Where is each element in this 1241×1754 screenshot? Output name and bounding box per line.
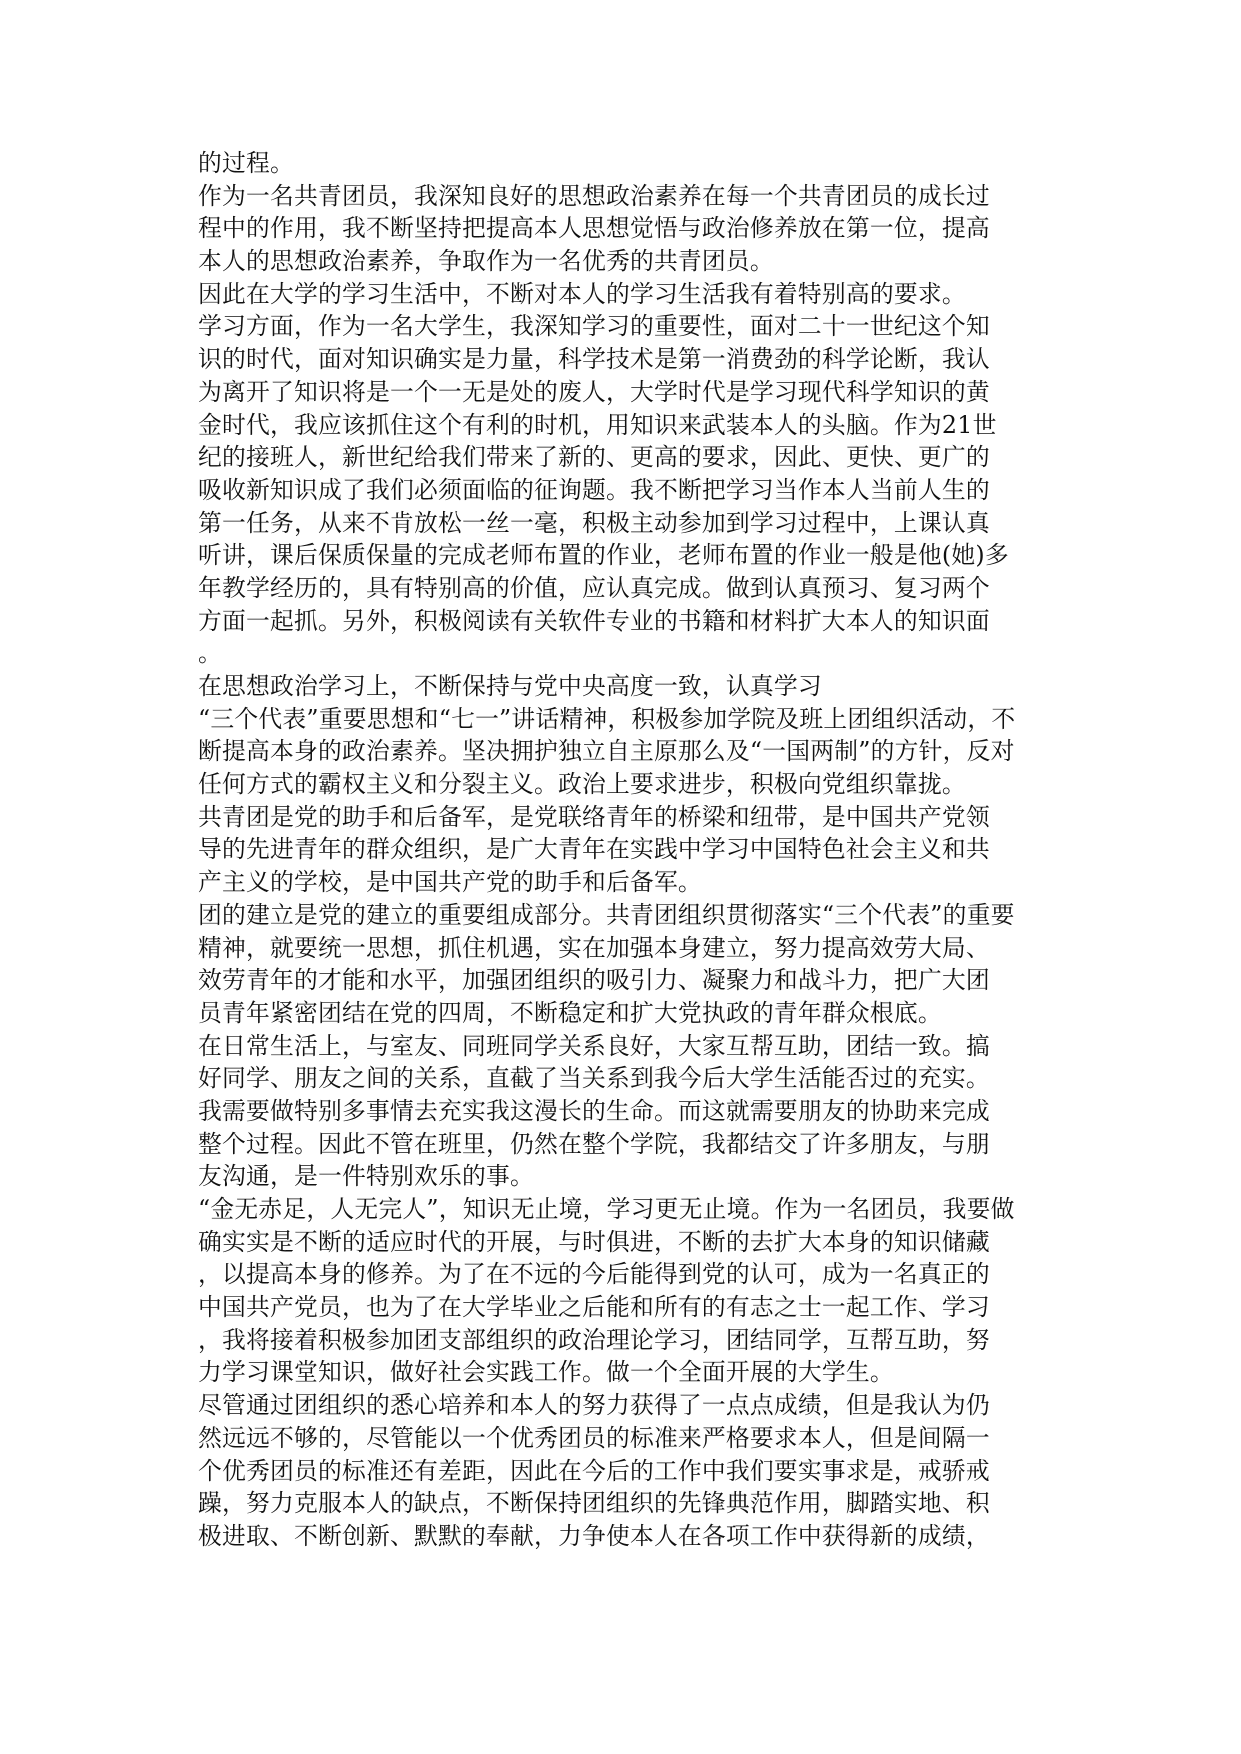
text-line: 共青团是党的助手和后备军，是党联络青年的桥梁和纽带，是中国共产党领 [198, 802, 990, 831]
text-line: 导的先进青年的群众组织，是广大青年在实践中学习中国特色社会主义和共 [198, 835, 990, 864]
text-line: 团的建立是党的建立的重要组成部分。共青团组织贯彻落实“三个代表”的重要 [198, 900, 1015, 929]
text-line: 员青年紧密团结在党的四周，不断稳定和扩大党执政的青年群众根底。 [198, 998, 942, 1027]
text-line: 断提高本身的政治素养。坚决拥护独立自主原那么及“一国两制”的方针，反对 [198, 737, 1015, 766]
text-line: 金时代，我应该抓住这个有利的时机，用知识来武装本人的头脑。作为21世 [198, 410, 997, 439]
text-line: ，以提高本身的修养。为了在不远的今后能得到党的认可，成为一名真正的 [198, 1260, 990, 1289]
text-line: 第一任务，从来不肯放松一丝一毫，积极主动参加到学习过程中，上课认真 [198, 508, 990, 537]
text-line: 在思想政治学习上，不断保持与党中央高度一致，认真学习 [198, 672, 822, 700]
text-line: 效劳青年的才能和水平，加强团组织的吸引力、凝聚力和战斗力，把广大团 [198, 966, 990, 995]
text-line: “三个代表”重要思想和“七一”讲话精神，积极参加学院及班上团组织活动，不 [198, 704, 1016, 733]
text-line: 然远远不够的，尽管能以一个优秀团员的标准来严格要求本人，但是间隔一 [198, 1423, 990, 1452]
text-line: 极进取、不断创新、默默的奉献，力争使本人在各项工作中获得新的成绩， [198, 1521, 990, 1550]
text-line: “金无赤足，人无完人”，知识无止境，学习更无止境。作为一名团员，我要做 [198, 1195, 1015, 1223]
text-line: 个优秀团员的标准还有差距，因此在今后的工作中我们要实事求是，戒骄戒 [198, 1456, 990, 1485]
text-line: 学习方面，作为一名大学生，我深知学习的重要性，面对二十一世纪这个知 [198, 312, 990, 341]
text-line: 的过程。 [198, 149, 294, 177]
text-line: 年教学经历的，具有特别高的价值，应认真完成。做到认真预习、复习两个 [198, 573, 990, 602]
text-line: 听讲，课后保质保量的完成老师布置的作业，老师布置的作业一般是他(她)多 [198, 541, 1009, 570]
text-line: 识的时代，面对知识确实是力量，科学技术是第一消费劲的科学论断，我认 [198, 345, 990, 374]
text-line: 作为一名共青团员，我深知良好的思想政治素养在每一个共青团员的成长过 [198, 181, 990, 210]
text-line: 产主义的学校，是中国共产党的助手和后备军。 [198, 868, 702, 897]
text-line: 。 [198, 639, 222, 668]
text-line: 吸收新知识成了我们必须面临的征询题。我不断把学习当作本人当前人生的 [198, 475, 990, 504]
text-line: 确实实是不断的适应时代的开展，与时俱进，不断的去扩大本身的知识储藏 [198, 1227, 990, 1256]
text-line: 整个过程。因此不管在班里，仍然在整个学院，我都结交了许多朋友，与朋 [198, 1129, 990, 1158]
text-line: 方面一起抓。另外，积极阅读有关软件专业的书籍和材料扩大本人的知识面 [198, 606, 990, 635]
text-line: 力学习课堂知识，做好社会实践工作。做一个全面开展的大学生。 [198, 1358, 894, 1387]
text-line: 在日常生活上，与室友、同班同学关系良好，大家互帮互助，团结一致。搞 [198, 1031, 990, 1060]
document-body-text [198, 147, 1058, 1553]
text-line: 本人的思想政治素养，争取作为一名优秀的共青团员。 [198, 247, 774, 276]
text-line: 程中的作用，我不断坚持把提高本人思想觉悟与政治修养放在第一位，提高 [198, 214, 990, 243]
text-line: 因此在大学的学习生活中，不断对本人的学习生活我有着特别高的要求。 [198, 279, 966, 308]
text-line: 友沟通，是一件特别欢乐的事。 [198, 1162, 534, 1191]
text-line: 中国共产党员，也为了在大学毕业之后能和所有的有志之士一起工作、学习 [198, 1293, 990, 1322]
text-line: 好同学、朋友之间的关系，直截了当关系到我今后大学生活能否过的充实。 [198, 1064, 990, 1093]
text-line: 躁，努力克服本人的缺点，不断保持团组织的先锋典范作用，脚踏实地、积 [198, 1489, 990, 1518]
text-line: 纪的接班人，新世纪给我们带来了新的、更高的要求，因此、更快、更广的 [198, 443, 990, 472]
text-line: 尽管通过团组织的悉心培养和本人的努力获得了一点点成绩，但是我认为仍 [198, 1391, 990, 1420]
text-line: 精神，就要统一思想，抓住机遇，实在加强本身建立，努力提高效劳大局、 [198, 933, 990, 962]
text-line: 为离开了知识将是一个一无是处的废人，大学时代是学习现代科学知识的黄 [198, 377, 990, 406]
text-line: ，我将接着积极参加团支部组织的政治理论学习，团结同学，互帮互助，努 [198, 1325, 990, 1354]
text-line: 我需要做特别多事情去充实我这漫长的生命。而这就需要朋友的协助来完成 [198, 1096, 990, 1125]
text-line: 任何方式的霸权主义和分裂主义。政治上要求进步，积极向党组织靠拢。 [198, 770, 966, 799]
